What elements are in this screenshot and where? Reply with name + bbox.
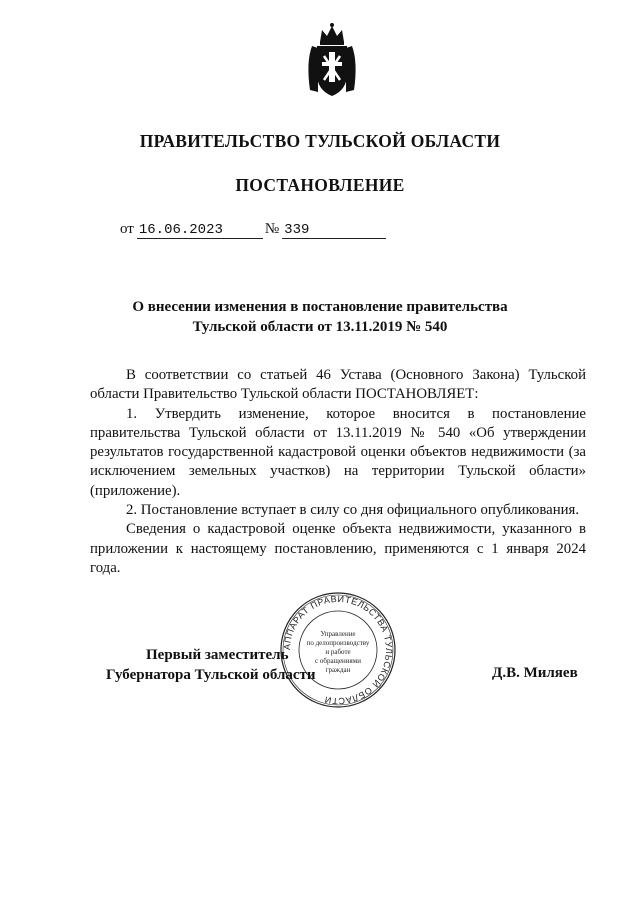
signer-name: Д.В. Миляев bbox=[492, 665, 578, 681]
signer-position-line-2: Губернатора Тульской области bbox=[106, 667, 316, 683]
document-date: 16.06.2023 bbox=[137, 222, 263, 239]
stamp-line: по делопроизводству bbox=[306, 639, 370, 647]
organization-title: ПРАВИТЕЛЬСТВО ТУЛЬСКОЙ ОБЛАСТИ bbox=[139, 131, 501, 151]
stamp-line: Управление bbox=[320, 630, 356, 638]
stamp-line: граждан bbox=[325, 666, 351, 674]
stamp-line: с обращениями bbox=[315, 657, 361, 665]
paragraph-item-2: 2. Постановление вступает в силу со дня официального опубликования. bbox=[126, 502, 580, 519]
stamp-ring-text: АППАРАТ ПРАВИТЕЛЬСТВА ТУЛЬСКОЙ ОБЛАСТИ bbox=[281, 593, 395, 707]
document-type: ПОСТАНОВЛЕНИЕ bbox=[235, 175, 405, 195]
signer-position-line-1: Первый заместитель bbox=[146, 647, 289, 663]
paragraph-cadastral-note: Сведения о кадастровой оценке объекта недвижимости, указанного в приложении к настоящему постановлению, применяются с 1 января 2024 года. bbox=[90, 521, 586, 576]
stamp-line: и работе bbox=[325, 648, 351, 656]
date-prefix: от bbox=[120, 221, 134, 237]
number-prefix: № bbox=[264, 221, 280, 237]
subject-line-2: Тульской области от 13.11.2019 № 540 bbox=[192, 319, 448, 335]
document-number: 339 bbox=[282, 222, 386, 239]
date-number-line bbox=[120, 221, 386, 239]
paragraph-preamble: В соответствии со статьей 46 Устава (Основного Закона) Тульской области Правительство Тульской области ПОСТАНОВЛЯЕТ: bbox=[90, 367, 586, 403]
paragraph-item-1: 1. Утвердить изменение, которое вносится в постановление правительства Тульской области от 13.11.2019 № 540 «Об утверждении результатов государственной кадастровой оценки объектов недвижимости (за исключением земельных участков) на территории Тульской области» (приложение). bbox=[90, 405, 586, 499]
coat-of-arms-icon bbox=[300, 22, 364, 100]
subject-line-1: О внесении изменения в постановление правительства bbox=[132, 299, 508, 315]
document-subject bbox=[0, 297, 640, 337]
stamp-center-text bbox=[302, 630, 374, 675]
document-body bbox=[90, 366, 586, 578]
